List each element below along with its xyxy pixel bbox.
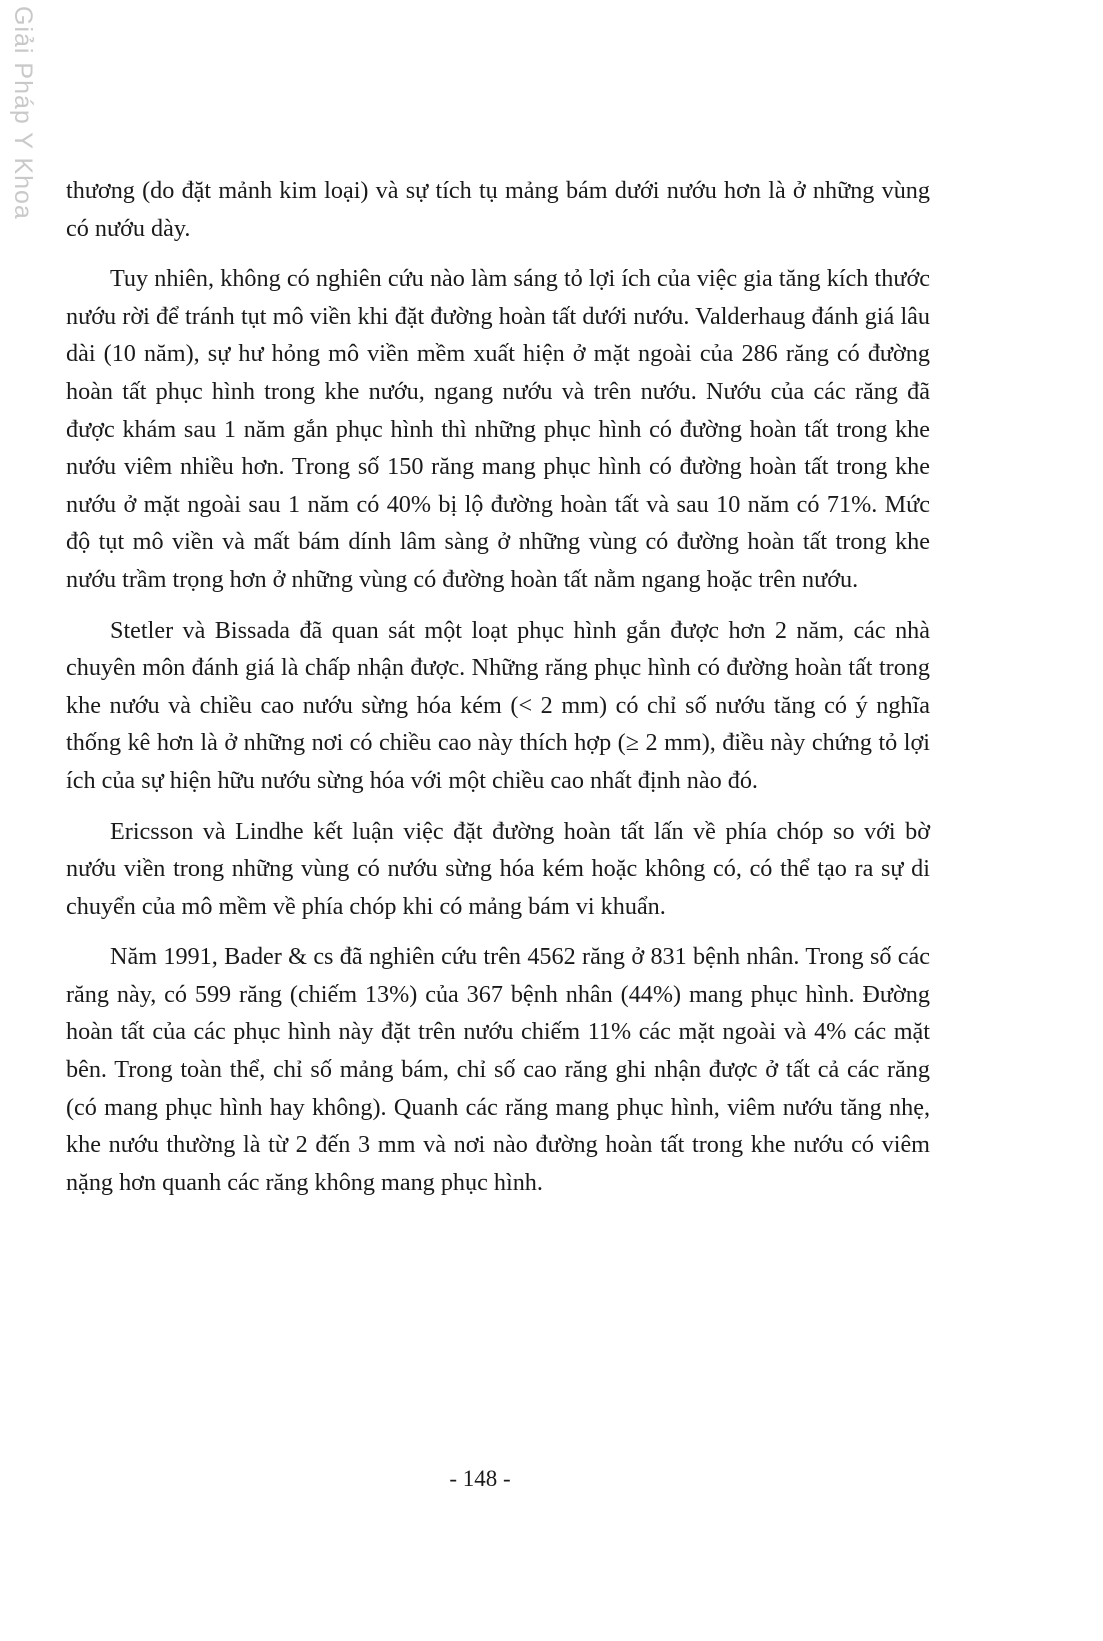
paragraph-bader-1991: Năm 1991, Bader & cs đã nghiên cứu trên 4562 răng ở 831 bệnh nhân. Trong số các răng này, có 599 răng (chiếm 13%) của 367 bệnh nhân (44%) mang phục hình. Đường hoàn tất của các phục hình này đặt trên nướu chiếm 11% các mặt ngoài và 4% các mặt bên. Trong toàn thể, chỉ số mảng bám, chỉ số cao răng ghi nhận được ở tất cả các răng (có mang phục hình hay không). Quanh các răng mang phục hình, viêm nướu tăng nhẹ, khe nướu thường là từ 2 đến 3 mm và nơi nào đường hoàn tất trong khe nướu có viêm nặng hơn quanh các răng không mang phục hình. <box>66 943 930 1196</box>
paragraph-continuation: thương (do đặt mảnh kim loại) và sự tích tụ mảng bám dưới nướu hơn là ở những vùng có nướu dày. <box>66 177 930 242</box>
watermark-text: Giải Pháp Y Khoa <box>9 6 37 220</box>
paragraph-ericsson-lindhe: Ericsson và Lindhe kết luận việc đặt đường hoàn tất lấn về phía chóp so với bờ nướu viền trong những vùng có nướu sừng hóa kém hoặc không có, có thể tạo ra sự di chuyển của mô mềm về phía chóp khi có mảng bám vi khuẩn. <box>66 817 930 920</box>
page-number: - 148 - <box>449 1466 511 1491</box>
body-text <box>66 172 930 1214</box>
paragraph-valderhaug: Tuy nhiên, không có nghiên cứu nào làm sáng tỏ lợi ích của việc gia tăng kích thước nướu rời để tránh tụt mô viền khi đặt đường hoàn tất dưới nướu. Valderhaug đánh giá lâu dài (10 năm), sự hư hỏng mô viền mềm xuất hiện ở mặt ngoài của 286 răng có đường hoàn tất phục hình trong khe nướu, ngang nướu và trên nướu. Nướu của các răng đã được khám sau 1 năm gắn phục hình thì những phục hình có đường hoàn tất trong khe nướu viêm nhiều hơn. Trong số 150 răng mang phục hình có đường hoàn tất trong khe nướu ở mặt ngoài sau 1 năm có 40% bị lộ đường hoàn tất và sau 10 năm có 71%. Mức độ tụt mô viền và mất bám dính lâm sàng ở những vùng có đường hoàn tất trong khe nướu trầm trọng hơn ở những vùng có đường hoàn tất nằm ngang hoặc trên nướu. <box>66 265 930 593</box>
paragraph-stetler-bissada: Stetler và Bissada đã quan sát một loạt phục hình gắn được hơn 2 năm, các nhà chuyên môn đánh giá là chấp nhận được. Những răng phục hình có đường hoàn tất trong khe nướu và chiều cao nướu sừng hóa kém (< 2 mm) có chỉ số nướu tăng có ý nghĩa thống kê hơn là ở những nơi có chiều cao này thích hợp (≥ 2 mm), điều này chứng tỏ lợi ích của sự hiện hữu nướu sừng hóa với một chiều cao nhất định nào đó. <box>66 616 930 794</box>
